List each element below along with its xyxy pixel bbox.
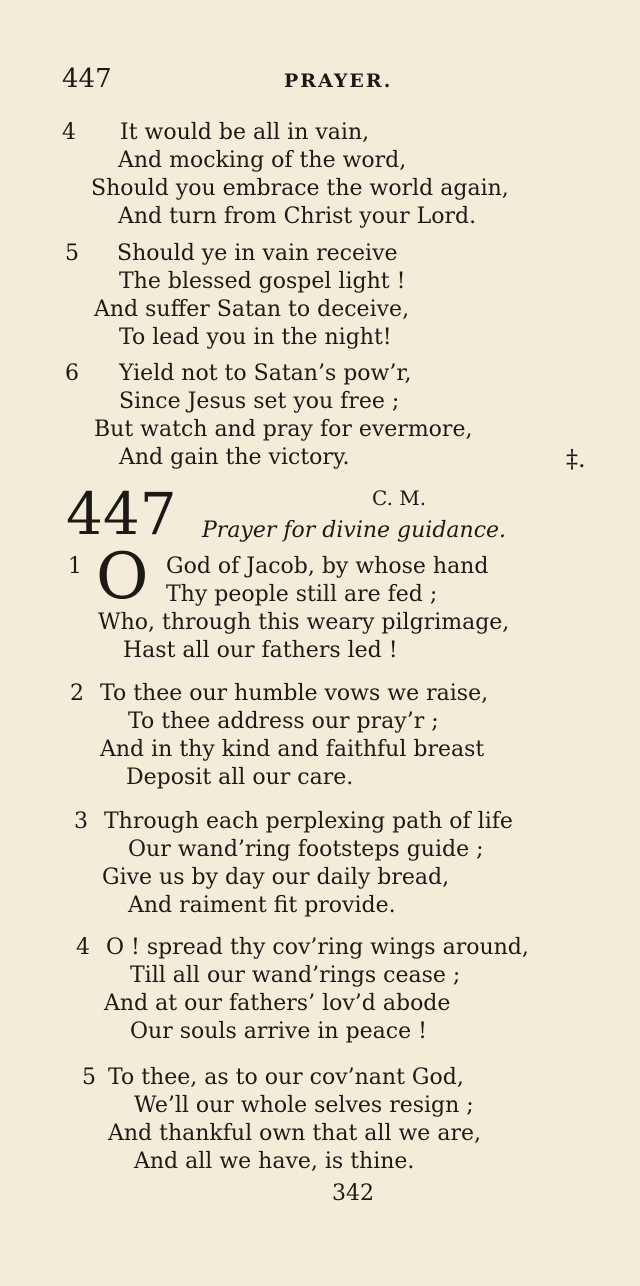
verse-line: Our souls arrive in peace ! <box>130 1019 427 1044</box>
verse-line: To lead you in the night! <box>119 325 392 350</box>
verse-line: Since Jesus set you free ; <box>119 389 400 414</box>
verse-line: But watch and pray for evermore, <box>94 417 473 442</box>
verse-line: Should you embrace the world again, <box>91 176 509 201</box>
verse-line: O ! spread thy cov’ring wings around, <box>106 935 529 960</box>
verse-line: To thee our humble vows we raise, <box>100 681 489 706</box>
verse-line: Our wand’ring footsteps guide ; <box>128 837 484 862</box>
verse-line: Through each perplexing path of life <box>104 809 513 834</box>
verse-line: To thee address our pray’r ; <box>128 709 439 734</box>
stanza-number: 2 <box>70 681 84 706</box>
verse-line: And gain the victory. <box>119 445 350 470</box>
verse-line: Thy people still are fed ; <box>166 582 438 607</box>
verse-line: Give us by day our daily bread, <box>102 865 450 890</box>
verse-line: Hast all our fathers led ! <box>123 638 398 663</box>
stanza-number: 4 <box>62 120 76 145</box>
footer-page-number: 342 <box>332 1181 374 1206</box>
verse-line: We’ll our whole selves resign ; <box>134 1093 474 1118</box>
verse-line: Who, through this weary pilgrimage, <box>98 610 510 635</box>
verse-line: Deposit all our care. <box>126 765 354 790</box>
verse-line: And in thy kind and faithful breast <box>100 737 485 762</box>
page-header <box>62 64 610 98</box>
verse-line: Till all our wand’rings cease ; <box>130 963 461 988</box>
verse-line: And suffer Satan to deceive, <box>94 297 410 322</box>
header-section-title: PRAYER. <box>284 70 393 92</box>
stanza-number: 3 <box>74 809 88 834</box>
verse-line: Yield not to Satan’s pow’r, <box>119 361 412 386</box>
verse-line: Should ye in vain receive <box>117 241 398 266</box>
verse-line: It would be all in vain, <box>120 120 370 145</box>
margin-mark: ‡. <box>566 445 586 473</box>
stanza-number: 6 <box>65 361 79 386</box>
verse-line: The blessed gospel light ! <box>119 269 406 294</box>
hymn-heading <box>66 482 626 546</box>
verse-line: And turn from Christ your Lord. <box>118 204 477 229</box>
verse-line: To thee, as to our cov’nant God, <box>108 1065 464 1090</box>
stanza-number: 1 <box>68 554 82 579</box>
verse-line: And mocking of the word, <box>118 148 407 173</box>
stanza-number: 5 <box>82 1065 96 1090</box>
hymn-title: Prayer for divine guidance. <box>202 518 507 543</box>
drop-cap: O <box>96 540 149 614</box>
verse-line: God of Jacob, by whose hand <box>166 554 489 579</box>
hymn-meter: C. M. <box>372 486 427 510</box>
verse-line: And at our fathers’ lov’d abode <box>104 991 451 1016</box>
verse-line: And thankful own that all we are, <box>108 1121 481 1146</box>
header-page-number: 447 <box>62 64 112 94</box>
verse-line: And all we have, is thine. <box>134 1149 415 1174</box>
stanza-number: 4 <box>76 935 90 960</box>
verse-line: And raiment fit provide. <box>128 893 396 918</box>
hymn-number: 447 <box>66 480 177 548</box>
stanza-number: 5 <box>65 241 79 266</box>
